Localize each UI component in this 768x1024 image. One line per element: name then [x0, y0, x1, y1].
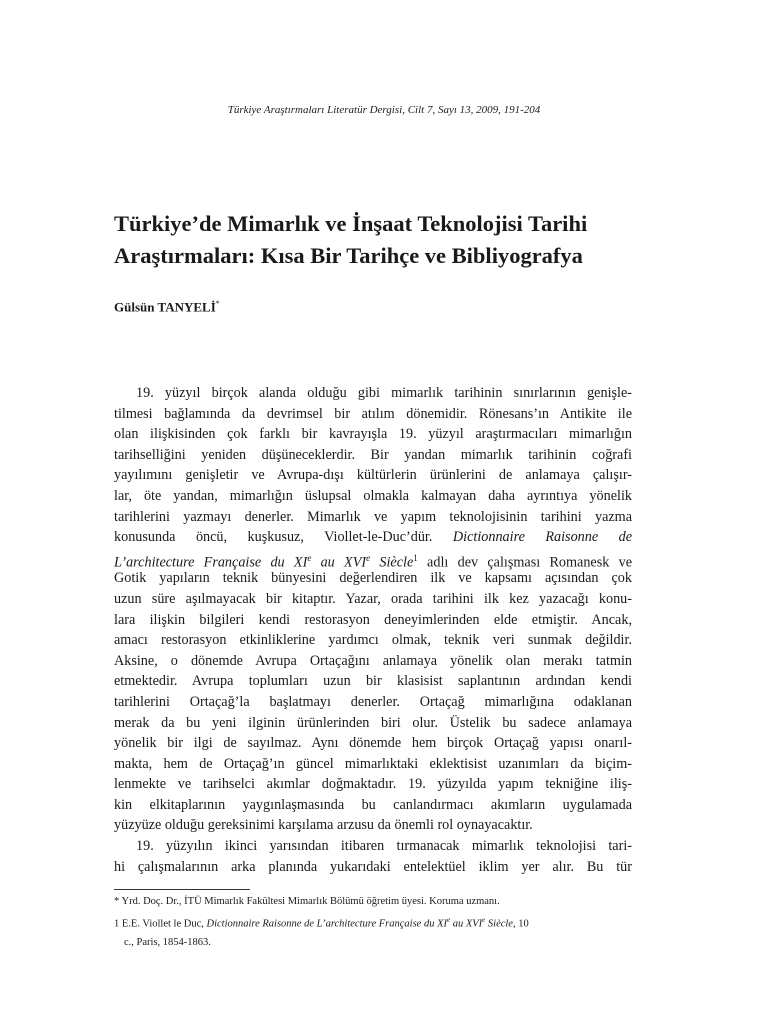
body-line: tilmesi bağlamında da devrimsel bir atılım dönemidir. Rönesans’ın Antikite ile	[114, 405, 632, 422]
body-line: lara ilişkin bilgileri kendi restorasyon deneyimlerinden elde etmiştir. Ancak,	[114, 611, 632, 628]
body-line: yönelik bir ilgi de sayılmaz. Aynı dönemde hem birçok Ortaçağ yapısı onarıl-	[114, 735, 632, 752]
author-name	[114, 299, 220, 315]
superscript: e	[482, 916, 486, 924]
title-line-1: Türkiye’de Mimarlık ve İnşaat Teknolojisi Tarihi	[114, 211, 588, 236]
body-line: tarihselliğini yeniden düşüneceklerdir. Bir yandan mimarlık tarihinin coğrafi	[114, 446, 632, 463]
article-title	[114, 208, 674, 272]
body-line: tarihlerini Ortaçağ’la başlatmayı denerler. Ortaçağ mimarlığına odaklanan	[114, 693, 632, 710]
book-title-italic-c: Siècle	[370, 554, 414, 571]
body-line: yüzyüze olduğu gereksinimi karşılama arzusu da önemli rol oynayacaktır.	[114, 817, 533, 834]
body-line: etmektedir. Avrupa toplumları uzun bir klasisist saplantının ardından kendi	[114, 673, 632, 690]
footnote-1	[114, 911, 634, 934]
body-line: Aksine, o dönemde Avrupa Ortaçağını anlamaya yönelik olan merakı tatmin	[114, 652, 632, 669]
body-line: 19. yüzyıl birçok alanda olduğu gibi mimarlık tarihinin sınırlarının genişle-	[136, 385, 632, 401]
body-line: merak da bu yeni ilginin ürünlerinden biri olur. Üstelik bu sadece anlamaya	[114, 714, 632, 731]
superscript: e	[307, 552, 312, 563]
body-line: olan ilişkisinden çok farklı bir kavrayışla 19. yüzyıl araştırmacıları mimarlığın	[114, 426, 632, 443]
body-line-text: adlı dev çalışması Romanesk ve	[417, 554, 633, 571]
body-line-text: konusunda öncü, kuşkusuz, Viollet-le-Duc’dür.	[114, 529, 433, 546]
body-line: uzun süre aşılmayacak bir kitaptır. Yazar, orada tarihini ilk kez yazacağı konu-	[114, 590, 632, 607]
journal-header: Türkiye Araştırmaları Literatür Dergisi, Cilt 7, Sayı 13, 2009, 191-204	[227, 104, 541, 116]
footnote-1-line-2: c., Paris, 1854-1863.	[124, 936, 211, 948]
body-line: amacı restorasyon etkinliklerine yardımcı olmak, teknik veri sunmak değildir.	[114, 632, 632, 649]
footnote-1-prefix: 1 E.E. Viollet le Duc,	[114, 918, 207, 930]
superscript: e	[446, 916, 451, 924]
footnote-1-title-a: Dictionnaire Raisonne de L’architecture Française du XI	[206, 918, 447, 930]
footnote-1-title-c: Siècle	[485, 918, 513, 930]
footnote-1-title-b: au XVI	[450, 918, 483, 930]
book-title-italic-b: au XVI	[311, 554, 367, 571]
body-line: makta, hem de Ortaçağ’ın güncel mimarlıktaki eklektisist uzanımları da biçim-	[114, 755, 632, 772]
body-line: tarihlerini yazmayı denerler. Mimarlık ve yapım teknolojisinin tarihini yazma	[114, 508, 632, 525]
book-title-italic: Dictionnaire Raisonne de	[452, 529, 633, 546]
body-line: Gotik yapıların teknik bünyesini değerlendiren ilk ve kapsamı açısından çok	[114, 570, 632, 587]
body-line: yayılımını genişletir ve Avrupa-dışı kültürlerin ürünlerini de anlamaya çalışır-	[114, 467, 632, 484]
superscript: e	[366, 552, 371, 563]
body-line: hi çalışmalarının arka planında yukarıdaki entelektüel iklim yer alır. Bu tür	[114, 858, 632, 875]
body-line: kin elkitaplarının yaygınlaşmasında bu canlandırmacı akımların uygulamada	[114, 796, 632, 813]
footnote-divider	[114, 889, 250, 890]
footnote-author: * Yrd. Doç. Dr., İTÜ Mimarlık Fakültesi Mimarlık Bölümü öğretim üyesi. Koruma uzmanı.	[114, 896, 500, 907]
author-text: Gülsün TANYELİ	[114, 299, 216, 315]
title-line-2: Araştırmaları: Kısa Bir Tarihçe ve Bibliyografya	[114, 243, 583, 268]
body-line: lar, öte yandan, mimarlığın üslupsal olmakla kalmayan daha ayrıntıya yönelik	[114, 487, 632, 504]
body-line	[114, 527, 632, 548]
body-line: 19. yüzyılın ikinci yarısından itibaren tırmanacak mimarlık teknolojisi tari-	[136, 838, 632, 855]
book-title-italic-a: L’architecture Française du XI	[114, 554, 308, 571]
author-footnote-mark: *	[215, 299, 220, 308]
body-text	[114, 383, 632, 877]
body-line: lenmekte ve tarihselci akımlar doğmaktadır. 19. yüzyılda yapım tekniğine iliş-	[114, 776, 632, 793]
body-line	[114, 548, 632, 569]
footnote-ref: 1	[413, 552, 418, 563]
footnote-1-suffix: , 10	[512, 918, 529, 930]
footnotes	[114, 893, 634, 952]
